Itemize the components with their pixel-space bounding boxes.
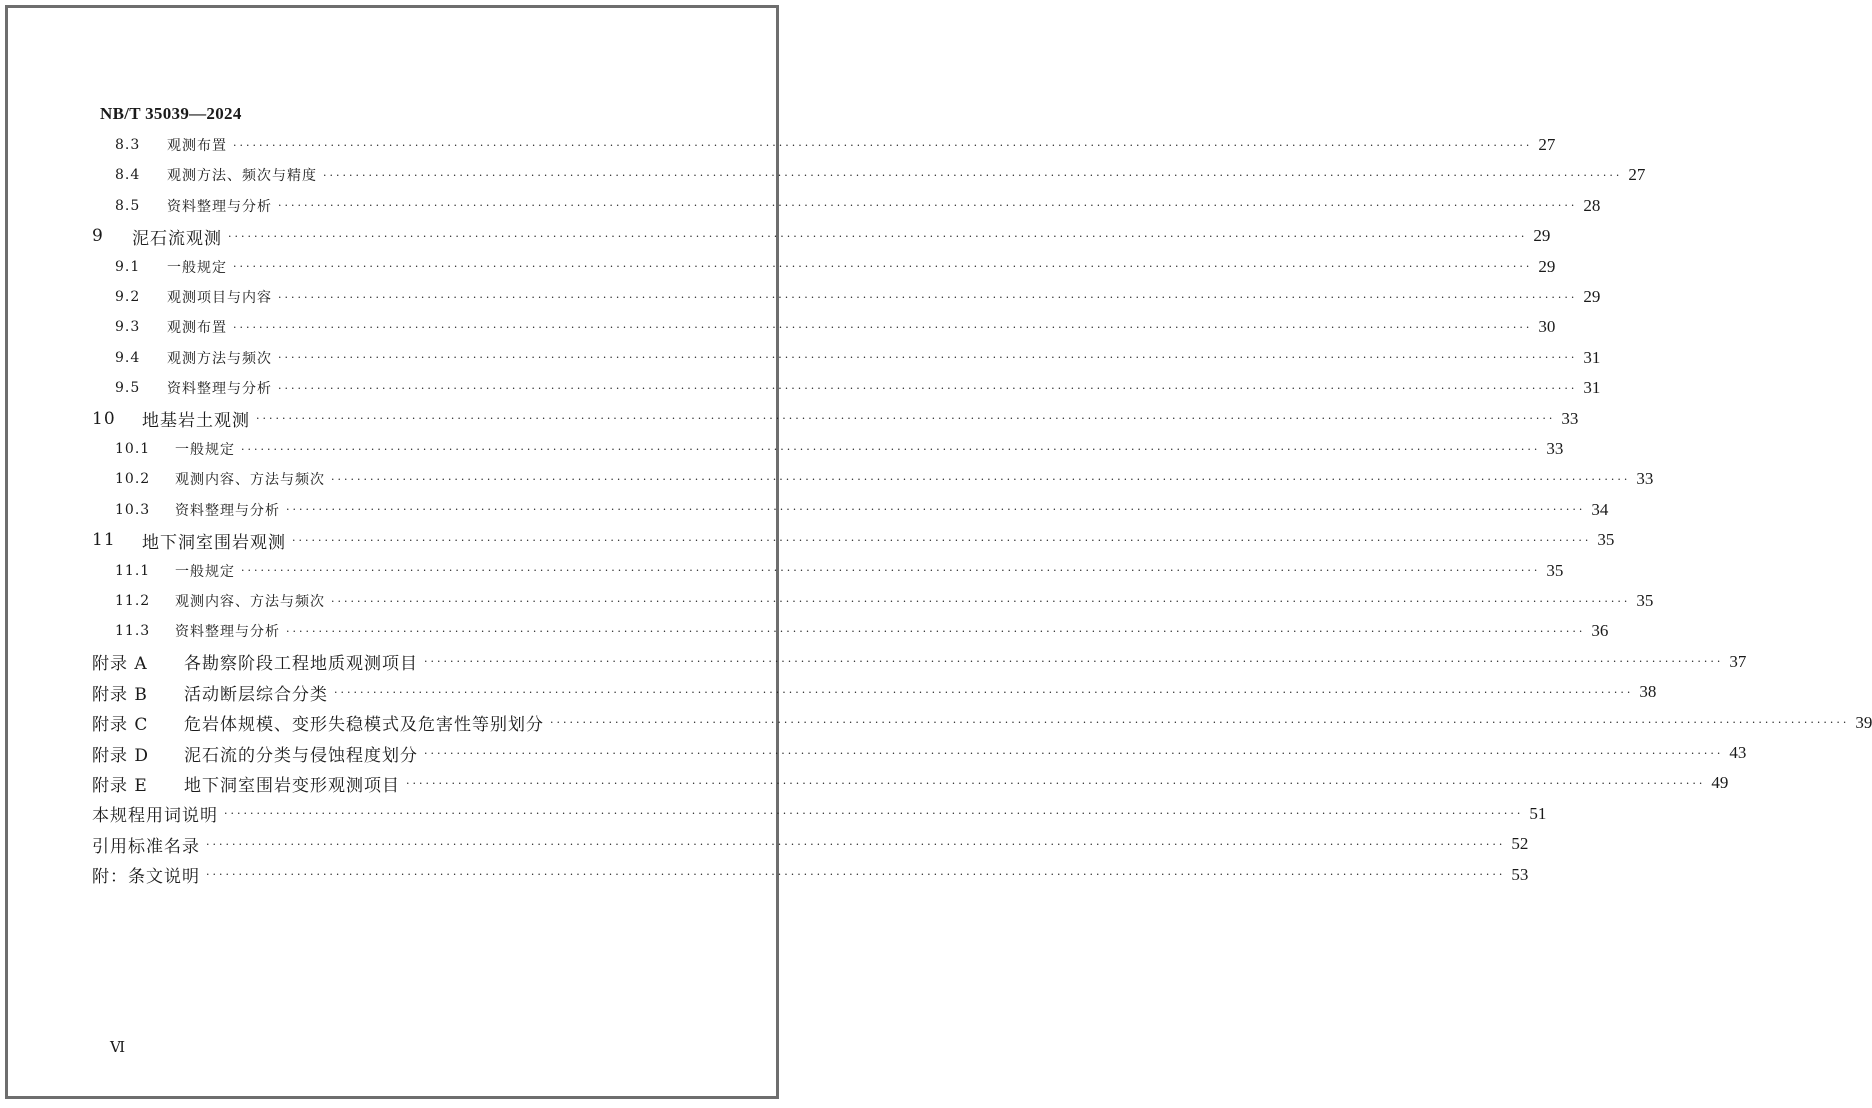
toc-entry-page: 53 [1511, 864, 1529, 884]
toc-entry-page: 33 [1636, 469, 1654, 489]
toc-entry-page: 35 [1597, 530, 1615, 550]
toc-leader-dots: ········································································································································································································ [241, 442, 1541, 456]
toc-leader-dots: ········································································································································································································ [292, 533, 1592, 547]
toc-entry-title: 活动断层综合分类 [184, 684, 328, 705]
toc-entry-page: 33 [1561, 408, 1579, 428]
toc-entry-page: 39 [1855, 712, 1872, 732]
toc-leader-dots: ········································································································································································································ [424, 746, 1724, 760]
toc-leader-dots: ········································································································································································································ [406, 776, 1706, 790]
toc-entry [92, 740, 1747, 766]
toc-leader-dots: ········································································································································································································ [286, 624, 1586, 638]
toc-leader-dots: ········································································································································································································ [331, 472, 1631, 486]
toc-entry-page: 31 [1583, 378, 1601, 398]
toc-leader-dots: ········································································································································································································ [233, 320, 1533, 334]
toc-leader-dots: ········································································································································································································ [323, 168, 1623, 182]
toc-entry-number: 附录 A [92, 654, 148, 675]
toc-entry-title: 附：条文说明 [92, 867, 200, 888]
toc-entry-page: 52 [1511, 834, 1529, 854]
toc-entry-number: 9.3 [115, 319, 141, 336]
toc-leader-dots: ········································································································································································································ [278, 290, 1578, 304]
toc-entry-number: 9.2 [115, 289, 141, 305]
toc-entry [115, 436, 1564, 462]
toc-entry-page: 27 [1628, 165, 1646, 185]
toc-leader-dots: ········································································································································································································ [206, 837, 1506, 851]
toc-entry-page: 43 [1729, 743, 1747, 762]
toc-entry-title: 地下洞室围岩变形观测项目 [184, 775, 400, 796]
toc-entry-page: 35 [1636, 591, 1654, 610]
toc-entry-title: 本规程用词说明 [92, 806, 218, 827]
toc-entry [92, 710, 1872, 736]
toc-entry [115, 345, 1601, 371]
toc-entry-number: 附录 D [92, 745, 150, 766]
toc-entry-number: 9.1 [115, 258, 141, 275]
standard-code: NB/T 35039—2024 [100, 104, 242, 123]
toc-entry-number: 11.1 [115, 562, 151, 579]
toc-leader-dots: ········································································································································································································ [241, 564, 1541, 578]
toc-leader-dots: ········································································································································································································ [233, 138, 1533, 152]
toc-entry-title: 观测方法与频次 [167, 350, 272, 367]
toc-entry [92, 801, 1547, 827]
toc-entry-title: 一般规定 [175, 563, 235, 580]
toc-leader-dots: ········································································································································································································ [278, 199, 1578, 213]
toc-entry-number: 11.3 [115, 623, 151, 640]
toc-entry-page: 29 [1538, 256, 1556, 276]
toc-entry-title: 一般规定 [175, 442, 235, 458]
toc-entry-title: 观测内容、方法与频次 [175, 472, 325, 489]
toc-entry [92, 527, 1615, 553]
toc-entry [115, 588, 1654, 614]
toc-entry-number: 9.5 [115, 380, 141, 397]
toc-leader-dots: ········································································································································································································ [233, 260, 1533, 274]
toc-leader-dots: ········································································································································································································ [550, 716, 1850, 730]
toc-entry-title: 资料整理与分析 [167, 198, 272, 215]
toc-entry-page: 49 [1711, 773, 1729, 793]
toc-leader-dots: ········································································································································································································ [278, 351, 1578, 365]
toc-entry-number: 10 [92, 408, 116, 429]
toc-entry-number: 9 [92, 226, 104, 247]
toc-entry [92, 831, 1529, 857]
toc-leader-dots: ········································································································································································································ [278, 381, 1578, 395]
toc-entry [92, 862, 1529, 888]
toc-entry-number: 10.3 [115, 501, 151, 518]
toc-entry-number: 附录 C [92, 715, 149, 736]
toc-entry-page: 36 [1591, 621, 1609, 641]
toc-entry-number: 8.5 [115, 197, 141, 214]
toc-entry-title: 资料整理与分析 [175, 502, 280, 519]
toc-leader-dots: ········································································································································································································ [206, 868, 1506, 882]
toc-entry-number: 附录 B [92, 684, 148, 705]
toc-leader-dots: ········································································································································································································ [256, 412, 1556, 426]
toc-entry [115, 314, 1556, 340]
toc-entry [115, 162, 1646, 188]
toc-entry-number: 9.4 [115, 349, 141, 366]
toc-entry [115, 284, 1601, 310]
toc-entry-title: 一般规定 [167, 259, 227, 276]
toc-entry [115, 193, 1601, 219]
toc-entry-page: 37 [1729, 651, 1747, 671]
toc-entry-page: 51 [1529, 803, 1547, 823]
toc-entry-page: 38 [1639, 682, 1657, 702]
toc-entry-page: 28 [1583, 195, 1601, 215]
toc-entry [115, 497, 1609, 523]
toc-entry-title: 地下洞室围岩观测 [142, 532, 286, 553]
toc-entry-title: 资料整理与分析 [175, 624, 280, 641]
toc-entry-title: 观测内容、方法与频次 [175, 594, 325, 610]
page-number: Ⅵ [110, 1040, 126, 1056]
toc-leader-dots: ········································································································································································································ [224, 807, 1524, 821]
toc-entry-page: 29 [1533, 226, 1551, 246]
toc-entry-number: 10.2 [115, 471, 151, 488]
toc-entry-title: 资料整理与分析 [167, 381, 272, 398]
toc-entry-number: 10.1 [115, 441, 151, 457]
toc-leader-dots: ········································································································································································································ [334, 685, 1634, 699]
toc-leader-dots: ········································································································································································································ [286, 503, 1586, 517]
toc-entry-number: 8.4 [115, 167, 141, 184]
toc-entry-title: 观测布置 [167, 138, 227, 154]
toc-entry-page: 33 [1546, 439, 1564, 458]
toc-entry-number: 8.3 [115, 137, 141, 153]
toc-entry [115, 466, 1654, 492]
toc-entry-title: 观测布置 [167, 320, 227, 337]
toc-leader-dots: ········································································································································································································ [331, 594, 1631, 608]
toc-entry-page: 31 [1583, 347, 1601, 367]
toc-entry-title: 地基岩土观测 [142, 411, 250, 432]
toc-entry-title: 观测方法、频次与精度 [167, 168, 317, 185]
toc-entry-title: 观测项目与内容 [167, 290, 272, 306]
toc-entry [115, 618, 1609, 644]
toc-leader-dots: ········································································································································································································ [228, 229, 1528, 243]
toc-entry [92, 223, 1551, 249]
toc-entry-number: 11.2 [115, 593, 151, 609]
toc-entry [92, 679, 1657, 705]
toc-entry-number: 附录 E [92, 775, 148, 796]
toc-entry-page: 27 [1538, 135, 1556, 154]
toc-entry [115, 132, 1556, 158]
toc-entry-title: 危岩体规模、变形失稳模式及危害性等别划分 [184, 715, 544, 736]
toc-leader-dots: ········································································································································································································ [424, 655, 1724, 669]
toc-entry [92, 770, 1729, 796]
toc-entry [115, 558, 1564, 584]
toc-entry [92, 406, 1579, 432]
toc-entry-number: 11 [92, 530, 116, 551]
toc-entry [115, 375, 1601, 401]
toc-entry-title: 各勘察阶段工程地质观测项目 [184, 654, 418, 675]
toc-entry-page: 29 [1583, 287, 1601, 306]
toc-entry-page: 35 [1546, 560, 1564, 580]
toc-entry-title: 泥石流的分类与侵蚀程度划分 [184, 745, 418, 766]
toc-entry-title: 引用标准名录 [92, 836, 200, 857]
toc-entry-title: 泥石流观测 [132, 228, 222, 249]
toc-entry [92, 649, 1747, 675]
toc-entry [115, 254, 1556, 280]
toc-entry-page: 34 [1591, 499, 1609, 519]
toc-entry-page: 30 [1538, 317, 1556, 337]
